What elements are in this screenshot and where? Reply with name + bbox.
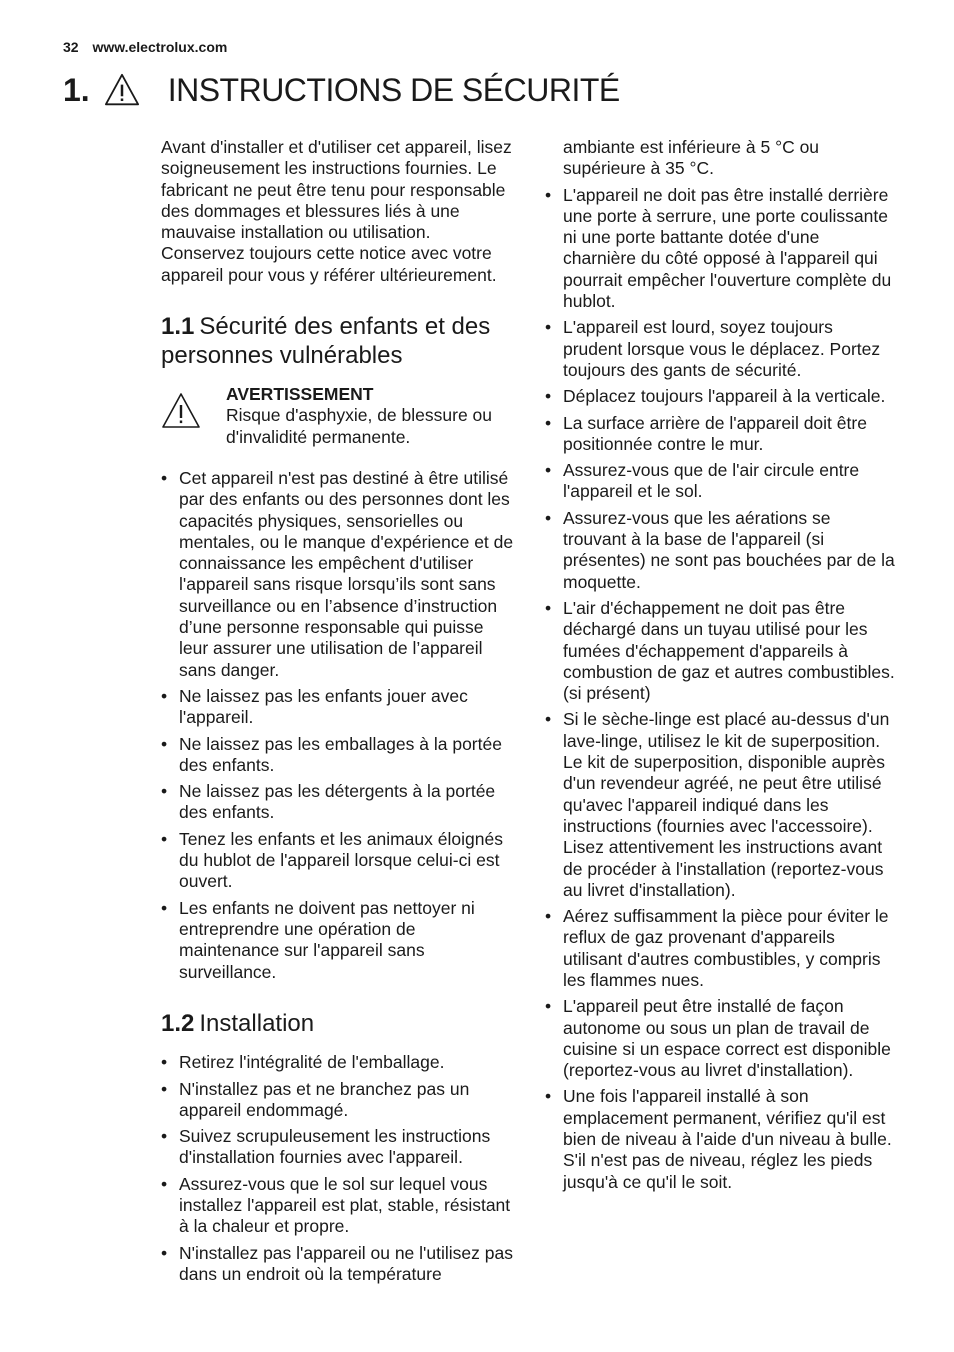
intro-paragraph: Avant d'installer et d'utiliser cet appareil, lisez soigneusement les instructions fournies. Le fabricant ne peut être tenu pour responsable des dommages et blessures liés à une mauvaise installation ou utilisation. Conservez toujours cette notice avec votre appareil pour vous y référer ultérieurement.	[161, 137, 512, 285]
website-url: www.electrolux.com	[92, 39, 228, 55]
list-item: • Aérez suffisamment la pièce pour éviter le reflux de gaz provenant d'appareils utilisant d'autres combustibles, y compris les flammes nues.	[545, 906, 897, 991]
left-column	[161, 137, 516, 1290]
list-item: • Ne laissez pas les enfants jouer avec l'appareil.	[161, 686, 516, 729]
list-item: • Une fois l'appareil installé à son emplacement permanent, vérifiez qu'il est bien de niveau à l'aide d'un niveau à bulle. S'il n'est pas de niveau, réglez les pieds jusqu'à ce qu'il le soit.	[545, 1086, 897, 1192]
list-item: • N'installez pas et ne branchez pas un appareil endommagé.	[161, 1079, 516, 1122]
list-item: • Ne laissez pas les détergents à la portée des enfants.	[161, 781, 516, 824]
installation-list-right	[545, 185, 897, 1193]
list-item: • Tenez les enfants et les animaux éloignés du hublot de l'appareil lorsque celui-ci est ouvert.	[161, 829, 516, 893]
right-column	[545, 137, 897, 1198]
section-title: Installation	[199, 1009, 315, 1037]
list-item: • Ne laissez pas les emballages à la portée des enfants.	[161, 734, 516, 777]
title-number: 1.	[63, 71, 90, 108]
list-item-continuation: ambiante est inférieure à 5 °C ou supérieure à 35 °C.	[563, 137, 820, 179]
list-item: • Déplacez toujours l'appareil à la verticale.	[545, 386, 897, 407]
warning-title: AVERTISSEMENT	[226, 384, 374, 405]
page-number: 32	[63, 39, 79, 55]
warning-triangle-icon	[104, 73, 140, 107]
list-item: • L'appareil peut être installé de façon autonome ou sous un plan de travail de cuisine si un espace correct est disponible (reportez-vous au livret d'installation).	[545, 996, 897, 1081]
list-item: • L'air d'échappement ne doit pas être déchargé dans un tuyau utilisé pour les fumées d'échappement d'appareils à combustion de gaz et autres combustibles. (si présent)	[545, 598, 897, 704]
warning-content	[226, 384, 516, 448]
list-item: • Cet appareil n'est pas destiné à être utilisé par des enfants ou des personnes dont les capacités physiques, sensorielles ou mentales, ou le manque d'expérience et de connaissance les empêchent d'utiliser l'appareil sans risque lorsqu’ils sont sans surveillance ou en l’absence d’instruction d’une personne responsable qui puisse leur assurer une utilisation de l’appareil sans danger.	[161, 468, 516, 681]
title-text: INSTRUCTIONS DE SÉCURITÉ	[167, 71, 620, 108]
section-number: 1.2	[161, 1009, 195, 1037]
section-heading-1-1	[161, 313, 516, 370]
list-item: • L'appareil est lourd, soyez toujours prudent lorsque vous le déplacez. Portez toujours des gants de sécurité.	[545, 317, 897, 381]
list-item: • Si le sèche-linge est placé au-dessus d'un lave-linge, utilisez le kit de superposition. Le kit de superposition, disponible auprès d'un revendeur agréé, ne peut être utilisé qu'avec l'appareil indiqué dans les instructions (fournies avec l'accessoire). Lisez attentivement les instructions avant de procéder à l'installation (reportez-vous au livret d'installation).	[545, 709, 897, 901]
list-item: • Assurez-vous que de l'air circule entre l'appareil et le sol.	[545, 460, 897, 503]
section-number: 1.1	[161, 313, 195, 341]
list-item: • Suivez scrupuleusement les instructions d'installation fournies avec l'appareil.	[161, 1126, 516, 1169]
warning-text: Risque d'asphyxie, de blessure ou d'invalidité permanente.	[226, 405, 493, 447]
page-header	[63, 39, 227, 55]
warning-box	[161, 384, 516, 448]
section-heading-1-2	[161, 1010, 516, 1039]
list-item: • Retirez l'intégralité de l'emballage.	[161, 1052, 516, 1073]
list-item: • Les enfants ne doivent pas nettoyer ni entreprendre une opération de maintenance sur l'appareil sans surveillance.	[161, 898, 516, 983]
list-item: • Assurez-vous que le sol sur lequel vous installez l'appareil est plat, stable, résistant à la chaleur et propre.	[161, 1174, 516, 1238]
page-title	[63, 68, 620, 112]
installation-list-left	[161, 1052, 516, 1285]
list-item: • N'installez pas l'appareil ou ne l'utilisez pas dans un endroit où la température	[161, 1243, 516, 1286]
warning-triangle-icon	[161, 392, 201, 430]
children-safety-list	[161, 468, 516, 983]
list-item: • L'appareil ne doit pas être installé derrière une porte à serrure, une porte coulissante ni une porte battante dotée d'une charnière du côté opposé à l'appareil qui pourrait empêcher l'ouverture complète du hublot.	[545, 185, 897, 313]
section-title: Sécurité des enfants et des personnes vulnérables	[161, 313, 491, 369]
list-item: • La surface arrière de l'appareil doit être positionnée contre le mur.	[545, 413, 897, 456]
list-item: • Assurez-vous que les aérations se trouvant à la base de l'appareil (si présentes) ne sont pas bouchées par de la moquette.	[545, 508, 897, 593]
